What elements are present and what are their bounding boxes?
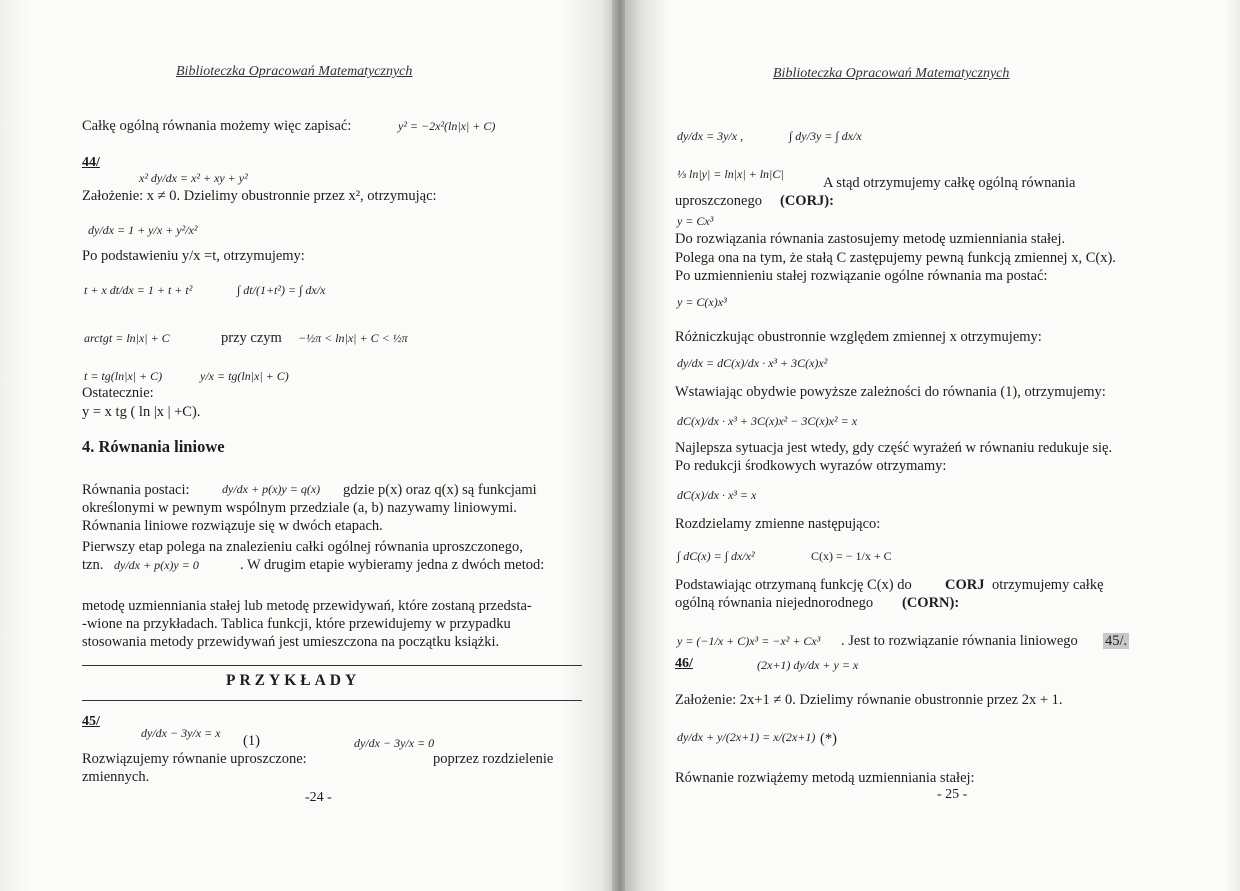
text-line: Różniczkując obustronnie względem zmiennej x otrzymujemy: xyxy=(675,329,1042,345)
formula: y² = −2x²(ln|x| + C) xyxy=(398,119,496,133)
formula: −½π < ln|x| + C < ½π xyxy=(298,331,408,345)
text-line: ogólną równania niejednorodnego xyxy=(675,595,874,611)
formula: arctgt = ln|x| + C xyxy=(84,331,170,345)
formula: dy/dx + p(x)y = 0 xyxy=(114,558,199,572)
formula: dy/dx + y/(2x+1) = x/(2x+1) xyxy=(677,730,816,744)
divider xyxy=(82,665,582,666)
example-number: 46/ xyxy=(675,656,693,671)
text-line: CORJ xyxy=(945,577,985,593)
text-line: (CORJ): xyxy=(780,193,834,209)
text-line: Równania liniowe rozwiązuje się w dwóch etapach. xyxy=(82,518,383,534)
text-line: Rozwiązujemy równanie uproszczone: xyxy=(82,751,307,767)
right-page xyxy=(625,0,1240,891)
equation-number: (1) xyxy=(243,733,260,749)
text-line: -wione na przykładach. Tablica funkcji, które przewidujemy w przypadku xyxy=(82,616,511,632)
running-header: Biblioteczka Opracowań Matematycznych xyxy=(176,64,413,79)
text-line: gdzie p(x) oraz q(x) są funkcjami xyxy=(343,482,537,498)
text-line: Po redukcji środkowych wyrazów otrzymamy: xyxy=(675,458,947,474)
formula: dy/dx = 3y/x , xyxy=(677,129,744,143)
text-line: Rozdzielamy zmienne następująco: xyxy=(675,516,881,532)
text-line: uproszczonego xyxy=(675,193,762,209)
divider xyxy=(82,700,582,701)
formula: dy/dx − 3y/x = x xyxy=(141,726,221,740)
equation-number: (*) xyxy=(820,731,837,747)
formula: y = C(x)x³ xyxy=(677,295,727,309)
text-line: (CORN): xyxy=(902,595,960,611)
formula: ∫ dy/3y = ∫ dx/x xyxy=(789,129,862,143)
formula: dy/dx = 1 + y/x + y²/x² xyxy=(88,223,198,237)
examples-heading: PRZYKŁADY xyxy=(226,672,361,689)
text-line: Do rozwiązania równania zastosujemy metodę uzmienniania stałej. xyxy=(675,231,1066,247)
text-line: Pierwszy etap polega na znalezieniu całki ogólnej równania uproszczonego, xyxy=(82,539,523,555)
text-line: Ostatecznie: xyxy=(82,385,154,401)
formula: dC(x)/dx · x³ + 3C(x)x² − 3C(x)x² = x xyxy=(677,414,858,428)
formula: C(x) = − 1/x + C xyxy=(811,549,892,563)
formula: y = Cx³ xyxy=(677,214,714,228)
formula: (2x+1) dy/dx + y = x xyxy=(757,658,859,672)
formula: dC(x)/dx · x³ = x xyxy=(677,488,757,502)
text-line: A stąd otrzymujemy całkę ogólną równania xyxy=(823,175,1076,191)
text-line: . Jest to rozwiązanie równania liniowego xyxy=(841,633,1078,649)
formula: dy/dx + p(x)y = q(x) xyxy=(222,482,321,496)
text-line: zmiennych. xyxy=(82,769,150,785)
formula: y/x = tg(ln|x| + C) xyxy=(200,369,289,383)
text-line: tzn. xyxy=(82,557,104,573)
formula: ∫ dC(x) = ∫ dx/x² xyxy=(677,549,755,563)
running-header: Biblioteczka Opracowań Matematycznych xyxy=(773,66,1010,81)
text-line: Całkę ogólną równania możemy więc zapisać: xyxy=(82,118,352,134)
text-line: Założenie: 2x+1 ≠ 0. Dzielimy równanie obustronnie przez 2x + 1. xyxy=(675,692,1063,708)
text-line: Wstawiając obydwie powyższe zależności do równania (1), otrzymujemy: xyxy=(675,384,1106,400)
example-reference: 45/. xyxy=(1105,633,1128,649)
text-line: Po podstawieniu y/x =t, otrzymujemy: xyxy=(82,248,305,264)
text-line: Polega ona na tym, że stałą C zastępujemy pewną funkcją zmiennej x, C(x). xyxy=(675,250,1116,266)
example-number: 45/ xyxy=(82,714,100,729)
formula: dy/dx − 3y/x = 0 xyxy=(354,736,435,750)
text-line: Równania postaci: xyxy=(82,482,190,498)
text-line: Założenie: x ≠ 0. Dzielimy obustronnie przez x², otrzymując: xyxy=(82,188,437,204)
text-line: Najlepsza sytuacja jest wtedy, gdy część wyrażeń w równaniu redukuje się. xyxy=(675,440,1113,456)
example-number: 44/ xyxy=(82,155,100,170)
formula: dy/dx = dC(x)/dx · x³ + 3C(x)x² xyxy=(677,356,828,370)
formula: y = (−1/x + C)x³ = −x² + Cx³ xyxy=(677,634,821,648)
text-line: y = x tg ( ln |x | +C). xyxy=(82,404,201,420)
text-line: otrzymujemy całkę xyxy=(992,577,1104,593)
formula: ⅓ ln|y| = ln|x| + ln|C| xyxy=(677,167,784,181)
text-line: Równanie rozwiążemy metodą uzmienniania stałej: xyxy=(675,770,975,786)
left-page xyxy=(0,0,615,891)
formula: t + x dt/dx = 1 + t + t² xyxy=(84,283,193,297)
formula: ∫ dt/(1+t²) = ∫ dx/x xyxy=(237,283,326,297)
section-heading: 4. Równania liniowe xyxy=(82,437,225,456)
text-line: poprzez rozdzielenie xyxy=(433,751,554,767)
formula: x² dy/dx = x² + xy + y² xyxy=(139,171,248,185)
page-number: -24 - xyxy=(305,790,332,805)
formula: t = tg(ln|x| + C) xyxy=(84,369,163,383)
text-line: przy czym xyxy=(221,330,282,346)
page-number: - 25 - xyxy=(937,787,968,802)
text-line: metodę uzmienniania stałej lub metodę przewidywań, które zostaną przedsta- xyxy=(82,598,532,614)
text-line: Podstawiając otrzymaną funkcję C(x) do xyxy=(675,577,912,593)
text-line: określonymi w pewnym wspólnym przedziale (a, b) nazywamy liniowymi. xyxy=(82,500,517,516)
text-line: stosowania metody przewidywań jest umieszczona na początku książki. xyxy=(82,634,500,650)
text-line: . W drugim etapie wybieramy jedna z dwóch metod: xyxy=(240,557,545,573)
text-line: Po uzmiennieniu stałej rozwiązanie ogólne równania ma postać: xyxy=(675,268,1048,284)
